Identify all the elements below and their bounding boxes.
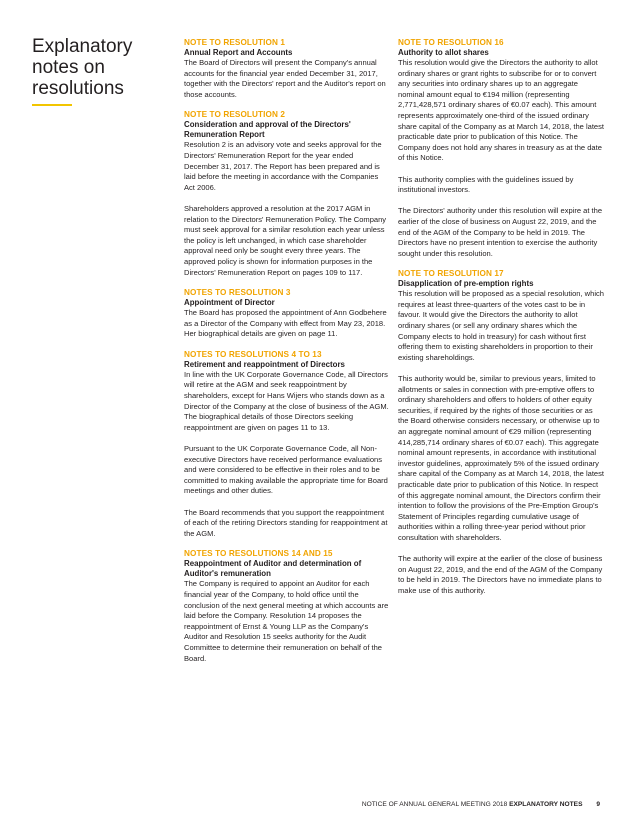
footer-document-title: NOTICE OF ANNUAL GENERAL MEETING 2018 — [361, 801, 508, 808]
note-resolution-1 — [184, 38, 390, 100]
footer-section-name: EXPLANATORY NOTES — [509, 801, 583, 808]
section-heading: NOTES TO RESOLUTION 3 — [184, 288, 291, 298]
left-column — [184, 38, 390, 674]
section-subheading: Retirement and reappointment of Directors — [184, 359, 345, 369]
paragraph: The Board recommends that you support the reappointment of each of the retiring Directors standing for reappointment at the AGM. — [184, 507, 388, 538]
paragraph: In line with the UK Corporate Governance Code, all Directors will retire at the AGM and seek reappointment by shareholders, except for Hans Wijers who stands down as a Director of the Company at the close of business of the AGM. The biographical details of those Directors seeking reappointment are given on pages 11 to 13. — [184, 369, 389, 432]
page-number: 9 — [596, 801, 600, 808]
paragraph: The Directors' authority under this resolution will expire at the earlier of the close of business on August 22, 2019, and the end of the AGM of the Company to be held in 2019. The Directors have no present intention to exercise the authority sought under this resolution. — [398, 206, 603, 258]
section-heading: NOTES TO RESOLUTIONS 14 AND 15 — [184, 549, 333, 559]
section-heading: NOTE TO RESOLUTION 16 — [398, 38, 504, 47]
title-accent-rule — [32, 104, 72, 106]
section-heading: NOTE TO RESOLUTION 17 — [398, 269, 504, 279]
paragraph: The Board of Directors will present the Company's annual accounts for the financial year ended December 31, 2017, together with the Directors' report and the Auditor's report on those accounts. — [184, 58, 386, 99]
page-footer — [362, 800, 600, 810]
note-resolution-2 — [184, 110, 390, 278]
paragraph: This authority would be, similar to previous years, limited to allotments or sales in connection with pre-emptive offers to ordinary shareholders and offers to holders of other equity securities, if required by the rights of those securities or as the Board otherwise considers necessary, or otherwise up to an aggregate nominal amount of €29 million (representing 414,285,714 ordinary shares of €0.07 each). This aggregate nominal amount represents, in accordance with institutional investor guidelines, approximately 5% of the issued ordinary share capital of the Company as at March 14, 2018, the latest practicable date prior to publication of this Notice. In respect of this aggregate nominal amount, the Directors confirm their intention to follow the provisions of the Pre-Emption Group's Statement of Principles regarding cumulative usage of authorities within a rolling three-year period without prior consultation with shareholders. — [398, 374, 604, 542]
paragraph: This authority complies with the guidelines issued by institutional investors. — [398, 174, 574, 195]
page-title: Explanatory notes on resolutions — [32, 36, 133, 99]
section-heading: NOTES TO RESOLUTIONS 4 TO 13 — [184, 349, 322, 359]
section-subheading: Authority to allot shares — [398, 48, 489, 57]
paragraph: This resolution would give the Directors the authority to allot ordinary shares or grant rights to subscribe for or to convert any securities into ordinary shares up to an aggregate nominal amount equal to €194 million (representing 2,771,428,571 ordinary shares of €0.07 each). This amount represents approximately one-third of the issued ordinary share capital of the Company as at March 14, 2018, the latest practicable date prior to publication of this Notice. The Company does not hold any shares in treasury as at the date of this Notice. — [398, 58, 604, 163]
right-column — [398, 38, 604, 607]
paragraph: Pursuant to the UK Corporate Governance Code, all Non-executive Directors have received performance evaluations and were considered to be effective in their roles and to be committed to making available the appropriate time for Board meetings and other duties. — [184, 444, 388, 496]
paragraph: Resolution 2 is an advisory vote and seeks approval for the Directors' Remuneration Report for the year ended December 31, 2017. The Report has been prepared and is laid before the meeting in accordance with the Companies Act 2006. — [184, 140, 382, 192]
note-resolution-16 — [398, 38, 604, 259]
paragraph: This resolution will be proposed as a special resolution, which requires at least three-quarters of the votes cast to be in favour. It would give the Directors the authority to allot ordinary shares (or sell any ordinary shares which the Company elects to hold in treasury) for cash without first offering them to existing shareholders in proportion to their existing shareholdings. — [398, 289, 604, 362]
note-resolutions-14-15 — [184, 549, 390, 664]
section-subheading: Consideration and approval of the Directors' Remuneration Report — [184, 120, 351, 140]
paragraph: The Company is required to appoint an Auditor for each financial year of the Company, to hold office until the conclusion of the next general meeting at which accounts are laid before the Company. Resolution 14 proposes the reappointment of Ernst & Young LLP as the Company's Auditor and Resolution 15 seeks authority for the Audit Committee to determine their remuneration on behalf of the Board. — [184, 579, 389, 663]
section-subheading: Disapplication of pre-emption rights — [398, 279, 534, 289]
paragraph: Shareholders approved a resolution at the 2017 AGM in relation to the Directors' Remuneration Policy. The Company must seek approval for a similar resolution each year unless the policy is left unchanged, in which case shareholder approval need only be sought every three years. The approved policy is shown for information purposes in the Directors' Remuneration Report on pages 109 to 117. — [184, 203, 387, 277]
paragraph: The Board has proposed the appointment of Ann Godbehere as a Director of the Company with effect from May 23, 2018. Her biographical details are given on page 11. — [184, 308, 387, 339]
note-resolution-17 — [398, 269, 604, 596]
section-subheading: Reappointment of Auditor and determination of Auditor's remuneration — [184, 559, 362, 579]
section-subheading: Annual Report and Accounts — [184, 48, 293, 57]
note-resolution-3 — [184, 288, 390, 340]
paragraph: The authority will expire at the earlier of the close of business on August 22, 2019, and the end of the AGM of the Company to be held in 2019. The Directors have no immediate plans to make use of this authority. — [398, 554, 603, 595]
section-heading: NOTE TO RESOLUTION 2 — [184, 110, 286, 120]
section-heading: NOTE TO RESOLUTION 1 — [184, 38, 286, 47]
note-resolutions-4-13 — [184, 350, 390, 540]
section-subheading: Appointment of Director — [184, 298, 275, 308]
